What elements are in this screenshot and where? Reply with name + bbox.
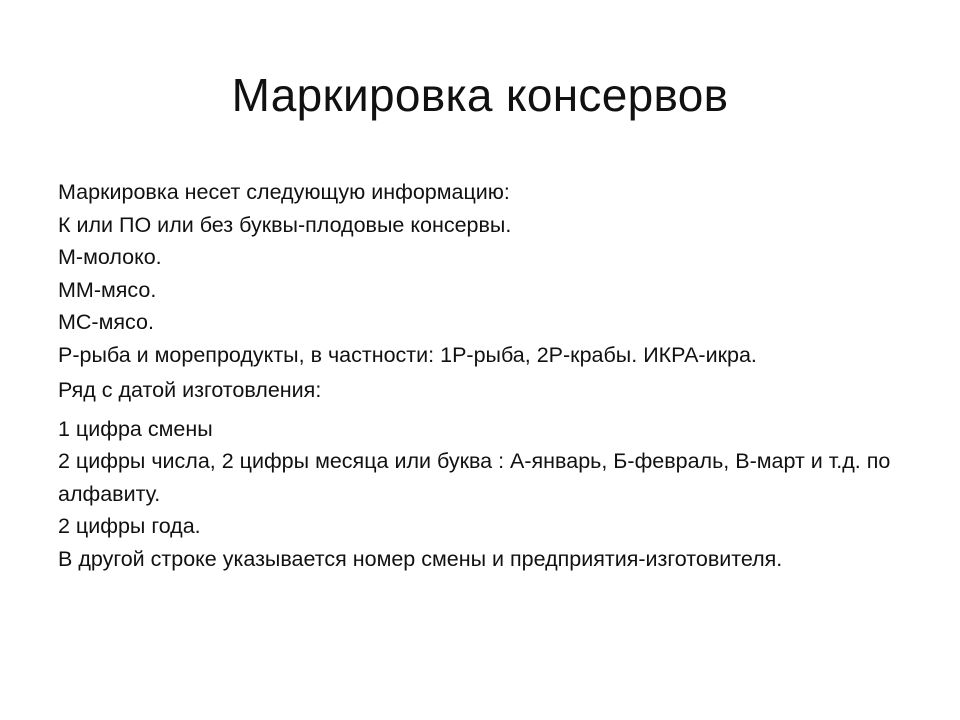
body-line-intro: Маркировка несет следующую информацию:	[58, 180, 510, 204]
body-line-day-month: 2 цифры числа, 2 цифры месяца или буква : А-январь, Б-февраль, В-март и т.д. по алфавиту.	[58, 449, 891, 506]
body-line-milk: М-молоко.	[58, 245, 162, 269]
body-line-meat-ms: МС-мясо.	[58, 310, 154, 334]
body-line-year: 2 цифры года.	[58, 514, 201, 538]
body-line-fruit: К или ПО или без буквы-плодовые консервы.	[58, 212, 512, 237]
body-line-shift: 1 цифра смены	[58, 416, 213, 441]
body-line-other-row: В другой строке указывается номер смены и предприятия-изготовителя.	[58, 546, 783, 571]
body-line-meat-mm: ММ-мясо.	[58, 277, 157, 302]
body-line-fish: Р-рыба и морепродукты, в частности: 1Р-рыба, 2Р-крабы. ИКРА-икра.	[58, 342, 757, 367]
slide-body	[58, 176, 908, 575]
slide-title: Маркировка консервов	[231, 69, 729, 121]
body-line-date-row: Ряд с датой изготовления:	[58, 378, 322, 402]
